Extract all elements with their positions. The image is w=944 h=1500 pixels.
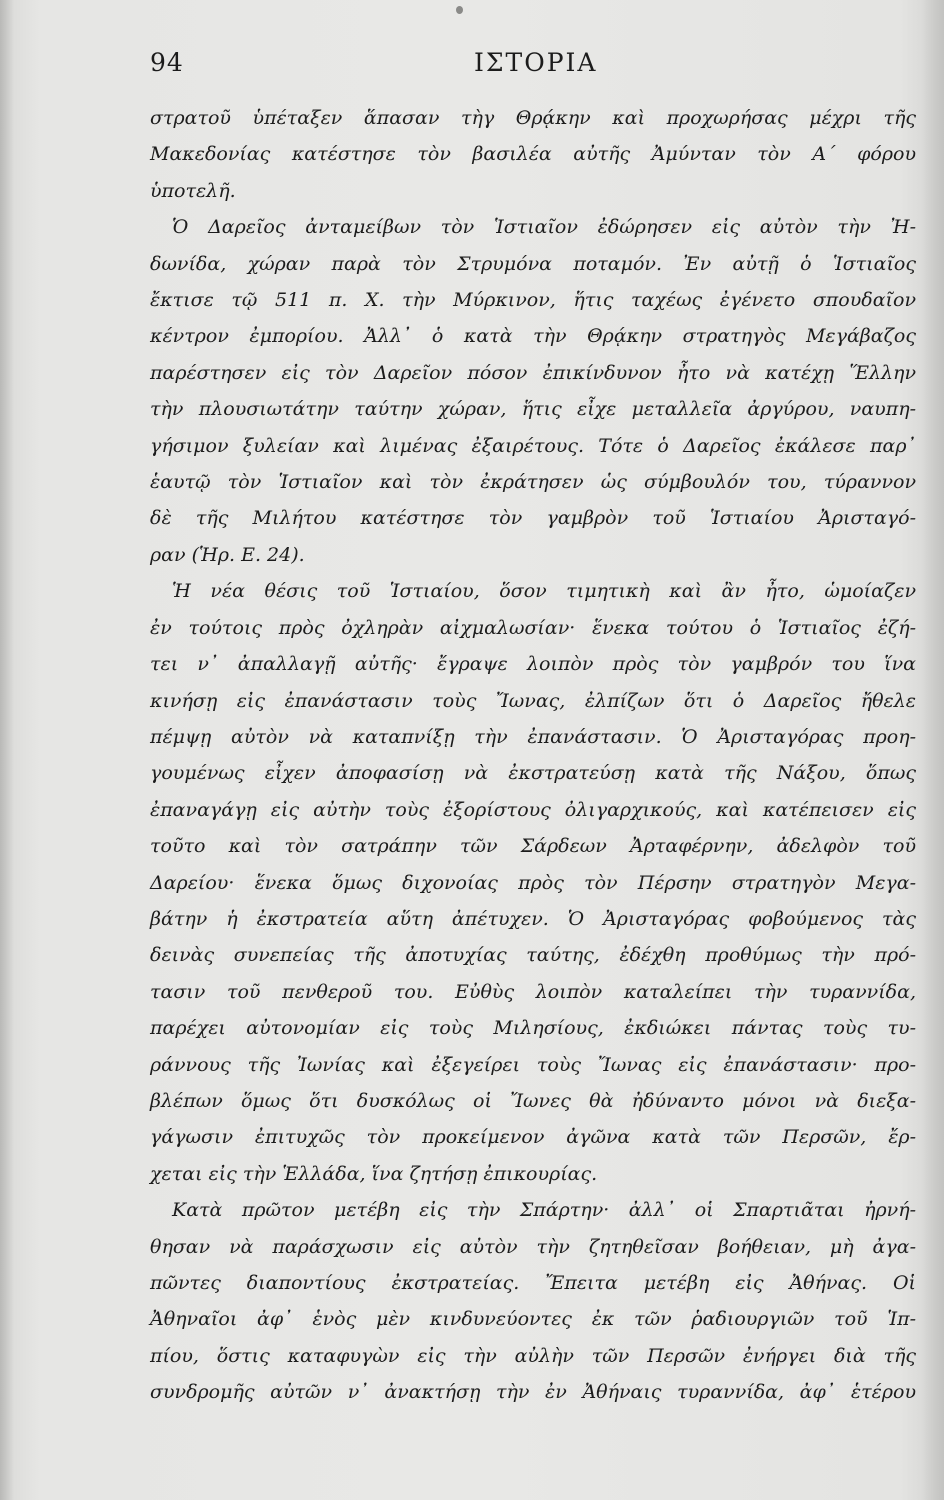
text-line: πίου, ὅστις καταφυγὼν εἰς τὴν αὐλὴν τῶν Περσῶν ἐνήργει διὰ τῆς [150, 1344, 916, 1367]
text-line: Μακεδονίας κατέστησε τὸν βασιλέα αὐτῆς Ἀμύνταν τὸν Α΄ φόρου [150, 143, 916, 166]
text-line: γήσιμον ξυλείαν καὶ λιμένας ἐξαιρέτους. Τότε ὁ Δαρεῖος ἐκάλεσε παρ᾽ [150, 434, 916, 457]
text-line: Κατὰ πρῶτον μετέβη εἰς τὴν Σπάρτην· ἀλλ᾽ οἱ Σπαρτιᾶται ἠρνή- [172, 1199, 916, 1222]
text-line: ράννους τῆς Ἰωνίας καὶ ἐξεγείρει τοὺς Ἴωνας εἰς ἐπανάστασιν· προ- [150, 1053, 916, 1076]
text-line: βλέπων ὅμως ὅτι δυσκόλως οἱ Ἴωνες θὰ ἠδύναντο μόνοι νὰ διεξα- [150, 1089, 916, 1112]
text-line: τει ν᾽ ἀπαλλαγῇ αὐτῆς· ἔγραψε λοιπὸν πρὸς τὸν γαμβρόν του ἵνα [150, 653, 916, 676]
text-line: τοῦτο καὶ τὸν σατράπην τῶν Σάρδεων Ἀρταφέρνην, ἀδελφὸν τοῦ [150, 835, 916, 858]
text-line: στρατοῦ ὑπέταξεν ἅπασαν τὴγ Θρᾴκην καὶ προχωρήσας μέχρι τῆς [150, 107, 916, 129]
text-line: παρέχει αὐτονομίαν εἰς τοὺς Μιλησίους, ἐκδιώκει πάντας τοὺς τυ- [150, 1017, 916, 1040]
text-line: πῶντες διαποντίους ἐκστρατείας. Ἔπειτα μετέβη εἰς Ἀθήνας. Οἱ [150, 1272, 916, 1294]
text-line: τασιν τοῦ πενθεροῦ του. Εὐθὺς λοιπὸν καταλείπει τὴν τυραννίδα, [150, 980, 916, 1003]
text-line: γουμένως εἶχεν ἀποφασίσῃ νὰ ἐκστρατεύσῃ κατὰ τῆς Νάξου, ὅπως [150, 762, 916, 785]
text-line: δωνίδα, χώραν παρὰ τὸν Στρυμόνα ποταμόν. Ἐν αὐτῇ ὁ Ἱστιαῖος [150, 252, 916, 275]
text-line: Δαρείου· ἕνεκα ὅμως διχονοίας πρὸς τὸν Πέρσην στρατηγὸν Μεγα- [150, 871, 916, 894]
text-line: τὴν πλουσιωτάτην ταύτην χώραν, ἥτις εἶχε μεταλλεῖα ἀργύρου, ναυπη- [150, 398, 916, 421]
text-line: χεται εἰς τὴν Ἑλλάδα, ἵνα ζητήσῃ ἐπικουρίας. [150, 1162, 598, 1185]
text-line: ἔκτισε τῷ 511 π. Χ. τὴν Μύρκινον, ἥτις ταχέως ἐγένετο σπουδαῖον [150, 289, 916, 312]
page-number: 94 [150, 48, 184, 77]
text-line: ραν (Ἡρ. Ε. 24). [150, 543, 305, 566]
running-header [0, 48, 944, 84]
text-line: κινήσῃ εἰς ἐπανάστασιν τοὺς Ἴωνας, ἐλπίζων ὅτι ὁ Δαρεῖος ἤθελε [150, 689, 916, 712]
text-line: γάγωσιν ἐπιτυχῶς τὸν προκείμενον ἀγῶνα κατὰ τῶν Περσῶν, ἔρ- [150, 1126, 916, 1149]
page-right-shadow [922, 0, 944, 1500]
text-line: ὑποτελῆ. [150, 179, 236, 202]
text-line: ἑαυτῷ τὸν Ἱστιαῖον καὶ τὸν ἐκράτησεν ὡς σύμβουλόν του, τύραννον [150, 471, 916, 494]
text-line: πέμψῃ αὐτὸν νὰ καταπνίξῃ τὴν ἐπανάστασιν. Ὁ Ἀρισταγόρας προη- [150, 725, 916, 748]
text-line: συνδρομῆς αὐτῶν ν᾽ ἀνακτήσῃ τὴν ἐν Ἀθήναις τυραννίδα, ἀφ᾽ ἑτέρου [150, 1381, 916, 1404]
text-line: Ἡ νέα θέσις τοῦ Ἱστιαίου, ὅσον τιμητικὴ καὶ ἂν ἦτο, ὡμοίαζεν [172, 580, 916, 603]
text-line: Ὁ Δαρεῖος ἀνταμείβων τὸν Ἱστιαῖον ἐδώρησεν εἰς αὐτὸν τὴν Ἠ- [172, 216, 916, 239]
ink-speck [456, 6, 463, 14]
text-line: βάτην ἡ ἐκστρατεία αὕτη ἀπέτυχεν. Ὁ Ἀρισταγόρας φοβούμενος τὰς [150, 907, 916, 930]
text-line: Ἀθηναῖοι ἀφ᾽ ἑνὸς μὲν κινδυνεύοντες ἐκ τῶν ῥαδιουργιῶν τοῦ Ἱπ- [150, 1308, 916, 1331]
text-line: δεινὰς συνεπείας τῆς ἀποτυχίας ταύτης, ἐδέχθη προθύμως τὴν πρό- [150, 944, 916, 967]
body-text [150, 100, 916, 1411]
text-line: δὲ τῆς Μιλήτου κατέστησε τὸν γαμβρὸν τοῦ Ἱστιαίου Ἀρισταγό- [150, 507, 916, 530]
text-line: ἐπαναγάγῃ εἰς αὐτὴν τοὺς ἐξορίστους ὀλιγαρχικούς, καὶ κατέπεισεν εἰς [150, 798, 916, 821]
text-line: παρέστησεν εἰς τὸν Δαρεῖον πόσον ἐπικίνδυνον ἦτο νὰ κατέχῃ Ἕλλην [150, 361, 916, 384]
running-title: ΙΣΤΟΡΙΑ [474, 48, 598, 77]
text-line: ἐν τούτοις πρὸς ὀχληρὰν αἰχμαλωσίαν· ἕνεκα τούτου ὁ Ἱστιαῖος ἐζή- [150, 616, 916, 639]
text-line: θησαν νὰ παράσχωσιν εἰς αὐτὸν τὴν ζητηθεῖσαν βοήθειαν, μὴ ἀγα- [150, 1235, 916, 1258]
page-left-shadow [0, 0, 14, 1500]
text-line: κέντρον ἐμπορίου. Ἀλλ᾽ ὁ κατὰ τὴν Θρᾴκην στρατηγὸς Μεγάβαζος [150, 325, 916, 348]
